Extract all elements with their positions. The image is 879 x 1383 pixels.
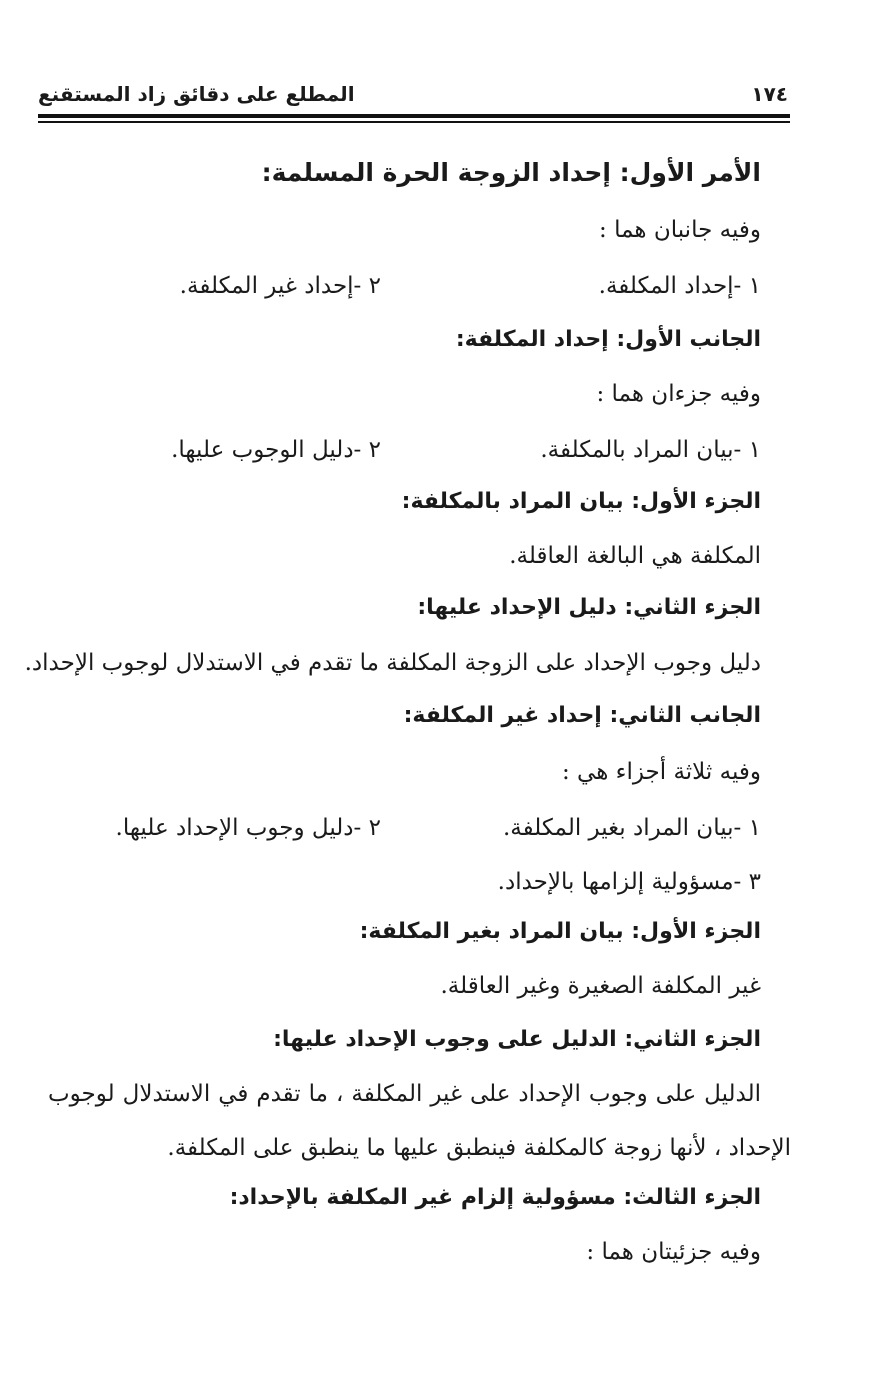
header-rule-thick — [38, 114, 790, 118]
paragraph: دليل وجوب الإحداد على الزوجة المكلفة ما تقدم في الاستدلال لوجوب الإحداد. — [24, 650, 761, 676]
paragraph: الإحداد ، لأنها زوجة كالمكلفة فينطبق عليها ما ينطبق على المكلفة. — [167, 1135, 791, 1161]
subsection-heading: الجزء الأول: بيان المراد بالمكلفة: — [401, 489, 761, 514]
paragraph: غير المكلفة الصغيرة وغير العاقلة. — [440, 973, 761, 999]
subsection-heading: الجزء الثاني: دليل الإحداد عليها: — [417, 595, 761, 620]
list-pair — [61, 432, 761, 468]
paragraph: وفيه جانبان هما : — [599, 217, 761, 243]
page-number: ١٧٤ — [751, 82, 788, 106]
subsection-heading: الجانب الأول: إحداد المكلفة: — [455, 327, 761, 352]
book-title: المطلع على دقائق زاد المستقنع — [38, 82, 355, 106]
list-item: ١ -بيان المراد بغير المكلفة. — [502, 815, 761, 841]
paragraph: الدليل على وجوب الإحداد على غير المكلفة ، ما تقدم في الاستدلال لوجوب — [48, 1081, 761, 1107]
section-heading: الأمر الأول: إحداد الزوجة الحرة المسلمة: — [261, 158, 761, 187]
list-item: ١ -بيان المراد بالمكلفة. — [540, 437, 761, 463]
list-item: ٣ -مسؤولية إلزامها بالإحداد. — [497, 869, 761, 895]
header-rule-thin — [38, 121, 790, 123]
list-item: ١ -إحداد المكلفة. — [598, 273, 761, 299]
paragraph: وفيه جزئيتان هما : — [586, 1239, 761, 1265]
subsection-heading: الجانب الثاني: إحداد غير المكلفة: — [403, 703, 761, 728]
subsection-heading: الجزء الثالث: مسؤولية إلزام غير المكلفة بالإحداد: — [229, 1185, 761, 1210]
list-item: ٢ -إحداد غير المكلفة. — [179, 273, 381, 299]
subsection-heading: الجزء الثاني: الدليل على وجوب الإحداد عليها: — [273, 1027, 761, 1052]
list-item: ٢ -دليل الوجوب عليها. — [171, 437, 381, 463]
list-item: ٢ -دليل وجوب الإحداد عليها. — [115, 815, 381, 841]
paragraph: المكلفة هي البالغة العاقلة. — [509, 543, 761, 569]
list-pair — [61, 268, 761, 304]
list-pair — [61, 810, 761, 846]
subsection-heading: الجزء الأول: بيان المراد بغير المكلفة: — [359, 919, 761, 944]
paragraph: وفيه ثلاثة أجزاء هي : — [561, 759, 761, 785]
running-header — [38, 78, 788, 110]
paragraph: وفيه جزءان هما : — [596, 381, 761, 407]
